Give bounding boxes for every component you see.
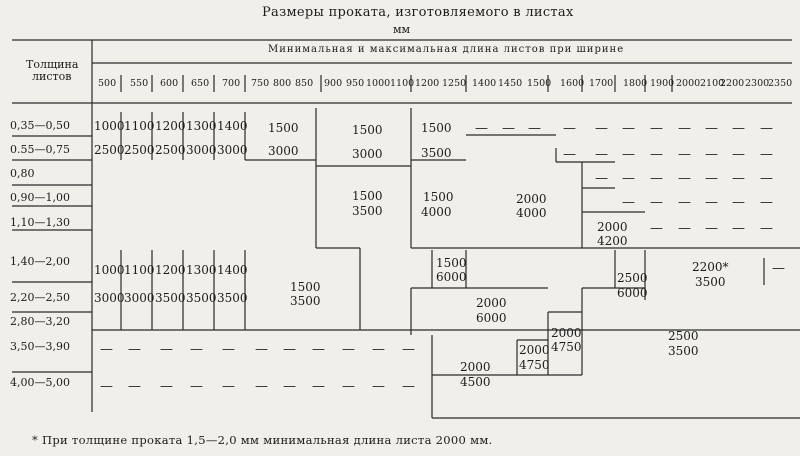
width-column-header: 1800: [623, 78, 648, 89]
empty-cell-dash: —: [705, 121, 724, 136]
table-cell: 2000: [597, 220, 628, 234]
row-thickness: 0.55—0,75: [10, 143, 70, 156]
table-cell: 1000: [94, 263, 125, 277]
empty-cell-dash: —: [222, 342, 241, 357]
table-cell: 1500: [352, 189, 383, 203]
table-cell: 4000: [421, 205, 452, 219]
table-cell: 1500: [423, 190, 454, 204]
empty-cell-dash: —: [283, 379, 302, 394]
empty-cell-dash: —: [190, 379, 209, 394]
empty-cell-dash: —: [678, 195, 697, 210]
table-cell: 3500: [155, 291, 186, 305]
table-cell: 2000: [460, 360, 491, 374]
table-cell: 3000: [94, 291, 125, 305]
row-thickness: 0,80: [10, 167, 35, 180]
empty-cell-dash: —: [622, 171, 641, 186]
empty-cell-dash: —: [312, 379, 331, 394]
table-cell: 1500: [421, 121, 452, 135]
width-column-header: 750: [251, 78, 270, 89]
empty-cell-dash: —: [732, 121, 751, 136]
empty-cell-dash: —: [528, 121, 547, 136]
table-cell: 1000: [94, 119, 125, 133]
empty-cell-dash: —: [705, 171, 724, 186]
table-cell: 3500: [695, 275, 726, 289]
width-column-header: 1500: [527, 78, 552, 89]
table-cell: 1400: [217, 119, 248, 133]
page-title: Размеры проката, изготовляемого в листах: [262, 5, 574, 20]
table-cell: 2000: [516, 192, 547, 206]
table-cell: 4200: [597, 234, 628, 248]
table-cell: 2000: [476, 296, 507, 310]
empty-cell-dash: —: [100, 342, 119, 357]
empty-cell-dash: —: [622, 147, 641, 162]
footnote: * При толщине проката 1,5—2,0 мм минимальная длина листа 2000 мм.: [32, 433, 493, 447]
width-column-header: 1450: [498, 78, 523, 89]
empty-cell-dash: —: [342, 342, 361, 357]
table-cell: 3500: [352, 204, 383, 218]
width-column-header: 1900: [650, 78, 675, 89]
width-column-header: 2000: [676, 78, 701, 89]
width-column-header: 600: [160, 78, 179, 89]
table-cell: 4750: [551, 340, 582, 354]
empty-cell-dash: —: [283, 342, 302, 357]
empty-cell-dash: —: [650, 147, 669, 162]
table-cell: 2500: [668, 329, 699, 343]
width-column-header: 950: [346, 78, 365, 89]
width-column-header: 2350: [768, 78, 793, 89]
thickness-header-2: листов: [32, 70, 72, 83]
table-cell: 2000: [551, 326, 582, 340]
empty-cell-dash: —: [760, 171, 779, 186]
empty-cell-dash: —: [563, 147, 582, 162]
row-thickness: 2,20—2,50: [10, 291, 70, 304]
empty-cell-dash: —: [650, 171, 669, 186]
empty-cell-dash: —: [760, 195, 779, 210]
empty-cell-dash: —: [128, 342, 147, 357]
empty-cell-dash: —: [650, 195, 669, 210]
table-cell: 3500: [290, 294, 321, 308]
table-cell: 3000: [217, 143, 248, 157]
empty-cell-dash: —: [255, 379, 274, 394]
width-column-header: 650: [191, 78, 210, 89]
table-cell: 6000: [476, 311, 507, 325]
empty-cell-dash: —: [705, 221, 724, 236]
width-column-header: 900: [324, 78, 343, 89]
empty-cell-dash: —: [760, 121, 779, 136]
width-column-header: 1200: [415, 78, 440, 89]
table-cell: 1100: [124, 263, 155, 277]
table-cell: 1200: [155, 119, 186, 133]
width-column-header: 1600: [560, 78, 585, 89]
row-thickness: 1,10—1,30: [10, 216, 70, 229]
empty-cell-dash: —: [732, 195, 751, 210]
empty-cell-dash: —: [678, 121, 697, 136]
empty-cell-dash: —: [372, 379, 391, 394]
table-cell: 4500: [460, 375, 491, 389]
empty-cell-dash: —: [312, 342, 331, 357]
row-thickness: 0,90—1,00: [10, 191, 70, 204]
table-cell: 1500: [352, 123, 383, 137]
empty-cell-dash: —: [650, 121, 669, 136]
table-cell: 3000: [186, 143, 217, 157]
empty-cell-dash: —: [222, 379, 241, 394]
empty-cell-dash: —: [563, 121, 582, 136]
width-column-header: 1700: [589, 78, 614, 89]
empty-cell-dash: —: [678, 171, 697, 186]
table-cell: 1500: [436, 256, 467, 270]
empty-cell-dash: —: [595, 147, 614, 162]
table-cell: 1500: [268, 121, 299, 135]
empty-cell-dash: —: [502, 121, 521, 136]
table-cell: 3000: [352, 147, 383, 161]
empty-cell-dash: —: [255, 342, 274, 357]
table-cell: 3500: [668, 344, 699, 358]
table-cell: 2200*: [692, 260, 729, 274]
table-cell: 1100: [124, 119, 155, 133]
empty-cell-dash: —: [732, 221, 751, 236]
empty-cell-dash: —: [678, 221, 697, 236]
table-cell: 6000: [436, 270, 467, 284]
row-thickness: 4,00—5,00: [10, 376, 70, 389]
width-column-header: 1100: [390, 78, 415, 89]
row-thickness: 0,35—0,50: [10, 119, 70, 132]
table-cell: 3500: [186, 291, 217, 305]
empty-cell-dash: —: [622, 121, 641, 136]
width-column-header: 1400: [472, 78, 497, 89]
table-cell: 3500: [421, 146, 452, 160]
empty-cell-dash: —: [342, 379, 361, 394]
empty-cell-dash: —: [160, 342, 179, 357]
table-cell: 2500: [124, 143, 155, 157]
table-cell: 1200: [155, 263, 186, 277]
table-cell: 2500: [155, 143, 186, 157]
table-cell: 1500: [290, 280, 321, 294]
empty-cell-dash: —: [160, 379, 179, 394]
empty-cell-dash: —: [622, 195, 641, 210]
empty-cell-dash: —: [650, 221, 669, 236]
width-column-header: 500: [98, 78, 117, 89]
width-column-header: 700: [222, 78, 241, 89]
empty-cell-dash: —: [705, 195, 724, 210]
table-cell: 3000: [268, 144, 299, 158]
width-column-header: 550: [130, 78, 149, 89]
empty-cell-dash: —: [705, 147, 724, 162]
table-cell: 4000: [516, 206, 547, 220]
empty-cell-dash: —: [732, 171, 751, 186]
empty-cell-dash: —: [595, 171, 614, 186]
table-cell: 2000: [519, 343, 550, 357]
table-cell: 1300: [186, 263, 217, 277]
width-column-header: 1250: [442, 78, 467, 89]
empty-cell-dash: —: [190, 342, 209, 357]
row-thickness: 3,50—3,90: [10, 340, 70, 353]
table-cell: 1300: [186, 119, 217, 133]
empty-cell-dash: —: [402, 379, 421, 394]
width-column-header: 2100: [700, 78, 725, 89]
table-cell: 2500: [617, 271, 648, 285]
width-column-header: 2200: [720, 78, 745, 89]
empty-cell-dash: —: [760, 221, 779, 236]
table-cell: 3500: [217, 291, 248, 305]
width-column-header: 800: [273, 78, 292, 89]
unit-label: мм: [393, 23, 411, 36]
empty-cell-dash: —: [678, 147, 697, 162]
width-column-header: 850: [295, 78, 314, 89]
empty-cell-dash: —: [402, 342, 421, 357]
empty-cell-dash: —: [128, 379, 147, 394]
empty-cell-dash: —: [475, 121, 494, 136]
table-cell: 4750: [519, 358, 550, 372]
table-cell: 3000: [124, 291, 155, 305]
width-column-header: 2300: [745, 78, 770, 89]
table-cell: 1400: [217, 263, 248, 277]
empty-cell-dash: —: [100, 379, 119, 394]
table-cell: 6000: [617, 286, 648, 300]
row-thickness: 1,40—2,00: [10, 255, 70, 268]
empty-cell-dash: —: [595, 121, 614, 136]
empty-cell-dash: —: [372, 342, 391, 357]
row-thickness: 2,80—3,20: [10, 315, 70, 328]
width-column-header: 1000: [366, 78, 391, 89]
empty-cell-dash: —: [760, 147, 779, 162]
length-header: Минимальная и максимальная длина листов при ширине: [268, 44, 625, 55]
empty-cell-dash: —: [772, 261, 791, 276]
table-cell: 2500: [94, 143, 125, 157]
empty-cell-dash: —: [732, 147, 751, 162]
thickness-header-1: Толщина: [26, 58, 79, 71]
